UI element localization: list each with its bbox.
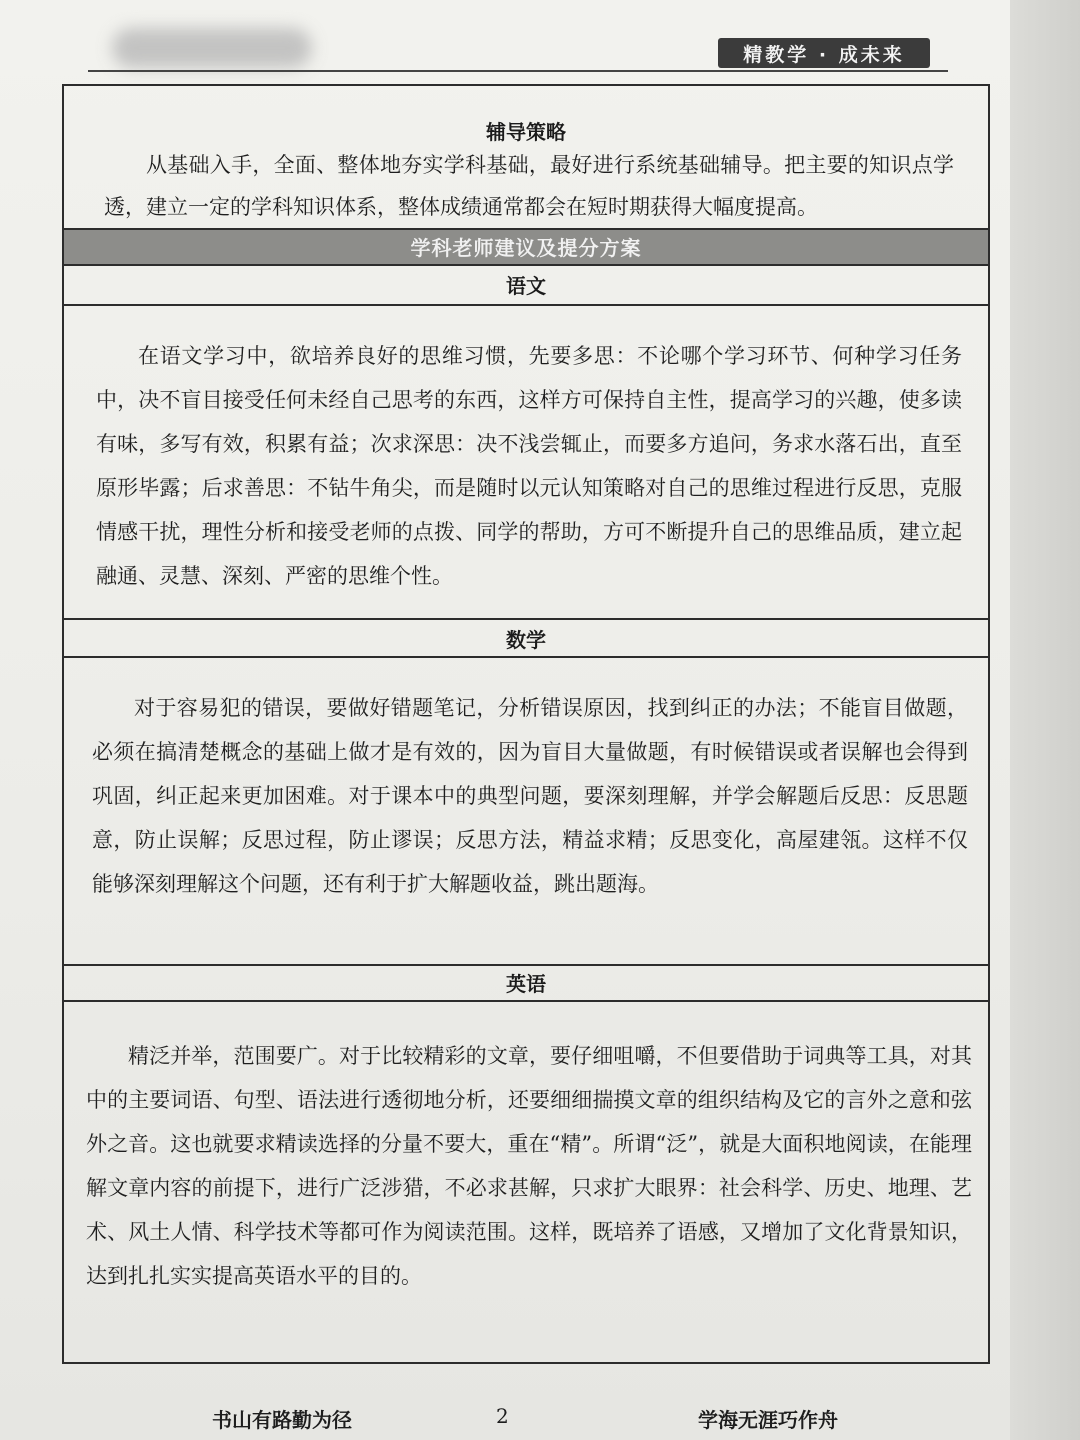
- divider: [64, 304, 988, 306]
- divider: [64, 618, 988, 620]
- page-number: 2: [496, 1404, 509, 1428]
- header-rule: [88, 70, 948, 72]
- divider: [64, 656, 988, 658]
- divider: [64, 1000, 988, 1002]
- strategy-title: 辅导策略: [486, 120, 566, 144]
- math-title: 数学: [506, 628, 546, 652]
- advice-bar: 学科老师建议及提分方案: [64, 228, 988, 264]
- footer-left-motto: 书山有路勤为径: [212, 1408, 352, 1432]
- brand-banner: 精教学 · 成未来: [718, 38, 930, 68]
- chinese-title: 语文: [506, 274, 546, 298]
- strategy-text: 从基础入手，全面、整体地夯实学科基础，最好进行系统基础辅导。把主要的知识点学透，建立一定的学科知识体系，整体成绩通常都会在短时期获得大幅度提高。: [104, 153, 954, 219]
- blurred-logo: [112, 28, 312, 68]
- math-text: 对于容易犯的错误，要做好错题笔记，分析错误原因，找到纠正的办法；不能盲目做题，必须在搞清楚概念的基础上做才是有效的，因为盲目大量做题，有时候错误或者误解也会得到巩固，纠正起来更加困难。对于课本中的典型问题，要深刻理解，并学会解题后反思：反思题意，防止误解；反思过程，防止谬误；反思方法，精益求精；反思变化，高屋建瓴。这样不仅能够深刻理解这个问题，还有利于扩大解题收益，跳出题海。: [92, 696, 968, 896]
- divider: [64, 228, 988, 230]
- chinese-text: 在语文学习中，欲培养良好的思维习惯，先要多思：不论哪个学习环节、何种学习任务中，决不盲目接受任何未经自己思考的东西，这样方可保持自主性，提高学习的兴趣，使多读有味，多写有效，积累有益；次求深思：决不浅尝辄止，而要多方追问，务求水落石出，直至原形毕露；后求善思：不钻牛角尖，而是随时以元认知策略对自己的思维过程进行反思，克服情感干扰，理性分析和接受老师的点拨、同学的帮助，方可不断提升自己的思维品质，建立起融通、灵慧、深刻、严密的思维个性。: [96, 344, 962, 588]
- divider: [64, 964, 988, 966]
- english-title: 英语: [506, 972, 546, 996]
- english-text: 精泛并举，范围要广。对于比较精彩的文章，要仔细咀嚼，不但要借助于词典等工具，对其中的主要词语、句型、语法进行透彻地分析，还要细细揣摸文章的组织结构及它的言外之意和弦外之音。这也就要求精读选择的分量不要大，重在“精”。所谓“泛”，就是大面积地阅读，在能理解文章内容的前提下，进行广泛涉猎，不必求甚解，只求扩大眼界：社会科学、历史、地理、艺术、风土人情、科学技术等都可作为阅读范围。这样，既培养了语感，又增加了文化背景知识，达到扎扎实实提高英语水平的目的。: [86, 1044, 972, 1288]
- divider: [64, 264, 988, 266]
- footer-right-motto: 学海无涯巧作舟: [698, 1408, 838, 1432]
- background-sheet: [1010, 0, 1080, 1440]
- report-table: [62, 84, 990, 1364]
